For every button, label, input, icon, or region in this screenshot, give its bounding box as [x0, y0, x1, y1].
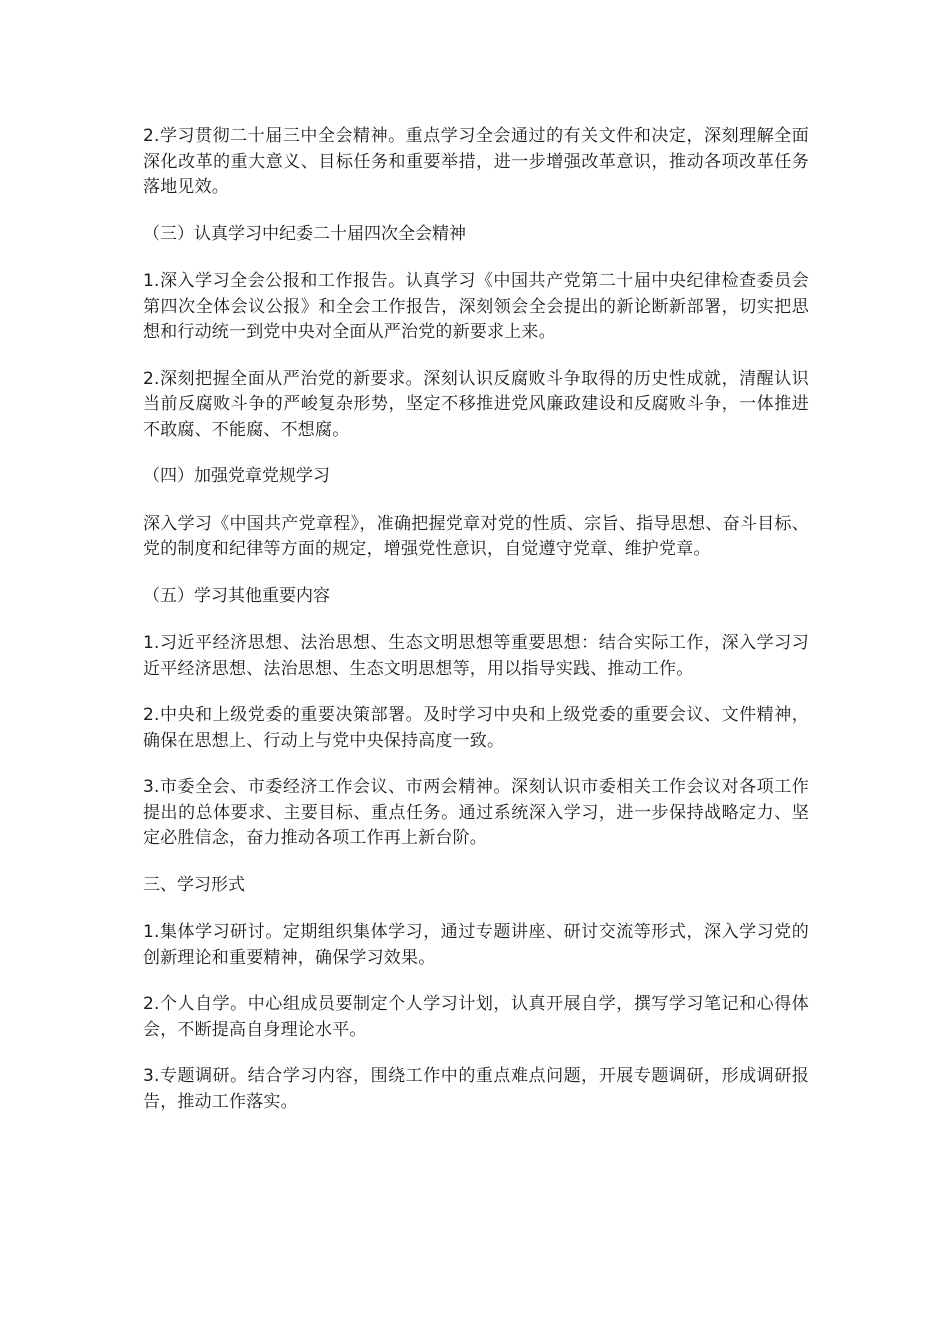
paragraph-municipal-meetings: 3.市委全会、市委经济工作会议、市两会精神。深刻认识市委相关工作会议对各项工作提出的总体要求、主要目标、重点任务。通过系统深入学习，进一步保持战略定力、坚定必胜信念，奋力推动各项工作再上新台阶。 [143, 777, 809, 848]
paragraph-plenum-communique: 1.深入学习全会公报和工作报告。认真学习《中国共产党第二十届中央纪律检查委员会第四次全体会议公报》和全会工作报告，深刻领会全会提出的新论断新部署，切实把思想和行动统一到党中央对全面从严治党的新要求上来。 [143, 271, 809, 342]
paragraph-strict-party-governance: 2.深刻把握全面从严治党的新要求。深刻认识反腐败斗争取得的历史性成就，清醒认识当前反腐败斗争的严峻复杂形势，坚定不移推进党风廉政建设和反腐败斗争，一体推进不敢腐、不能腐、不想腐。 [143, 368, 809, 440]
paragraph-important-thoughts: 1.习近平经济思想、法治思想、生态文明思想等重要思想：结合实际工作，深入学习习近平经济思想、法治思想、生态文明思想等，用以指导实践、推动工作。 [143, 633, 809, 679]
paragraph-collective-study: 1.集体学习研讨。定期组织集体学习，通过专题讲座、研讨交流等形式，深入学习党的创新理论和重要精神，确保学习效果。 [143, 922, 809, 968]
chapter-heading-study-forms: 三、学习形式 [143, 874, 245, 895]
section-heading-4: （四）加强党章党规学习 [143, 466, 330, 486]
section-heading-5: （五）学习其他重要内容 [143, 585, 330, 606]
paragraph-special-research: 3.专题调研。结合学习内容，围绕工作中的重点难点问题，开展专题调研，形成调研报告，推动工作落实。 [143, 1066, 809, 1112]
paragraph-study-third-plenum: 2.学习贯彻二十届三中全会精神。重点学习全会通过的有关文件和决定，深刻理解全面深化改革的重大意义、目标任务和重要举措，进一步增强改革意识，推动各项改革任务落地见效。 [143, 126, 809, 197]
section-heading-3: （三）认真学习中纪委二十届四次全会精神 [143, 223, 466, 244]
document-page [143, 124, 809, 1136]
paragraph-self-study: 2.个人自学。中心组成员要制定个人学习计划，认真开展自学，撰写学习笔记和心得体会，不断提高自身理论水平。 [143, 994, 809, 1040]
paragraph-party-constitution: 深入学习《中国共产党章程》，准确把握党章对党的性质、宗旨、指导思想、奋斗目标、党的制度和纪律等方面的规定，增强党性意识，自觉遵守党章、维护党章。 [143, 513, 809, 559]
paragraph-central-decisions: 2.中央和上级党委的重要决策部署。及时学习中央和上级党委的重要会议、文件精神，确保在思想上、行动上与党中央保持高度一致。 [143, 705, 809, 751]
